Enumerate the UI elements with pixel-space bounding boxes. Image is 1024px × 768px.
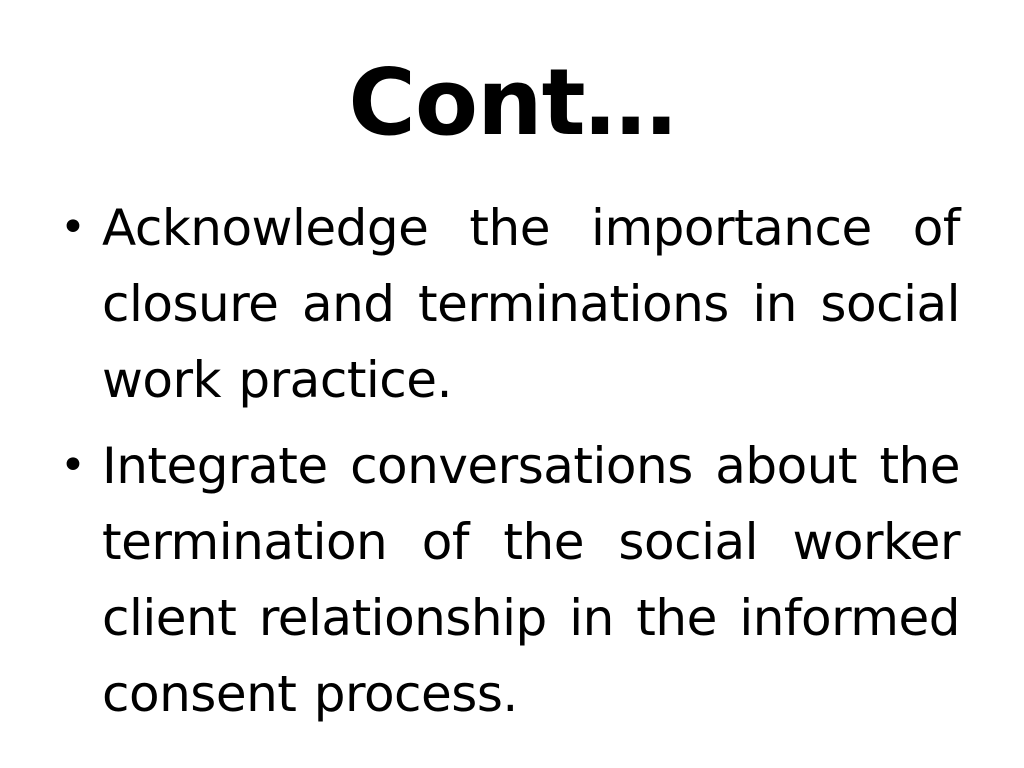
bullet-marker-icon: •	[60, 440, 86, 491]
bullet-text: Acknowledge the importance of closure and terminations in social work practice.	[102, 199, 960, 409]
bullet-item	[60, 428, 960, 732]
slide-title: Cont…	[348, 49, 676, 156]
bullet-list	[60, 190, 960, 742]
bullet-text: Integrate conversations about the termination of the social worker client relationship in the informed consent process.	[102, 437, 960, 723]
bullet-marker-icon: •	[60, 202, 86, 253]
bullet-item	[60, 190, 960, 418]
